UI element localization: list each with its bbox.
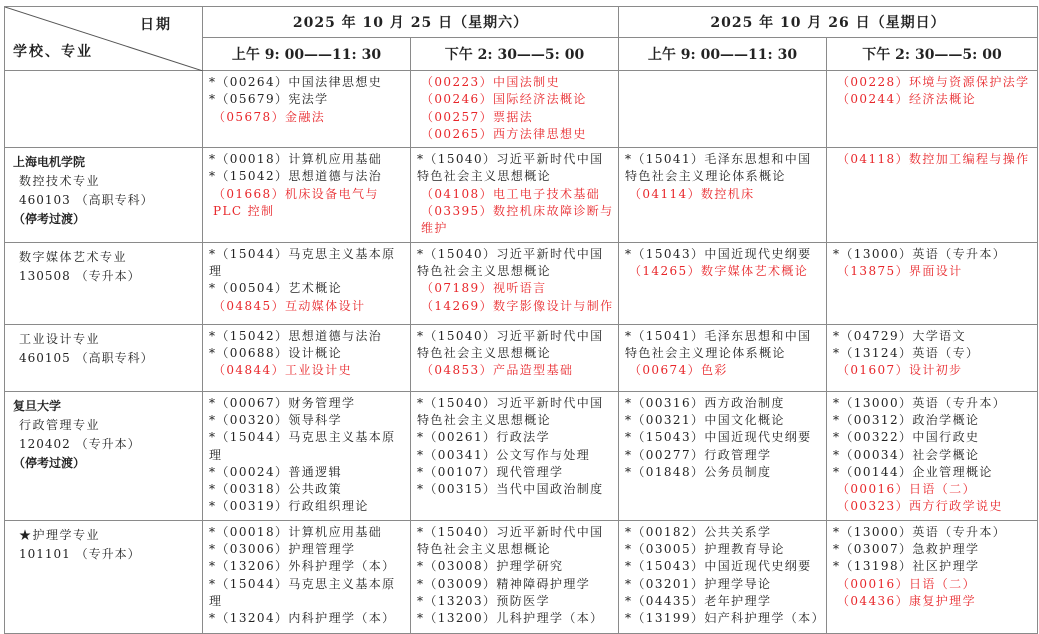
session-cell (411, 148, 619, 242)
session-cell (411, 71, 619, 148)
course-item-required: *（00261）行政法学 (417, 430, 550, 445)
course-item-elective: （04114）数控机床 (629, 186, 755, 201)
session-cell (203, 520, 411, 633)
program-cell (5, 391, 203, 520)
course-item-required: *（00018）计算机应用基础 (209, 524, 383, 539)
course-item-required: *（00318）公共政策 (209, 482, 342, 497)
course-item-required: *（15040）习近平新时代中国特色社会主义思想概论 (417, 246, 604, 278)
course-item-required: *（13204）内科护理学（本） (209, 611, 396, 626)
course-item-elective: （04118）数控加工编程与操作 (837, 152, 1030, 167)
table-row (5, 391, 1038, 520)
major-code: 460105 （高职专科） (19, 350, 154, 365)
major-name: 数字媒体艺术专业 (19, 249, 128, 264)
course-item-required: *（00107）现代管理学 (417, 464, 564, 479)
status-note: （停考过渡） (13, 455, 86, 470)
course-item-elective: （07189）视听语言 (421, 281, 547, 296)
course-item-required: *（00688）设计概论 (209, 345, 342, 360)
course-item-required: *（00018）计算机应用基础 (209, 152, 383, 167)
session-header-1-am: 上午 9: 00——11: 30 (203, 38, 411, 71)
course-item-required: *（13000）英语（专升本） (833, 524, 1007, 539)
program-cell (5, 520, 203, 633)
course-item-required: *（15041）毛泽东思想和中国特色社会主义理论体系概论 (625, 152, 812, 184)
school-name: 复旦大学 (13, 398, 62, 413)
table-row (5, 520, 1038, 633)
course-item-elective: （04845）互动媒体设计 (213, 298, 366, 313)
course-item-required: *（13000）英语（专升本） (833, 246, 1007, 261)
course-item-required: *（15044）马克思主义基本原理 (209, 576, 396, 608)
table-row (5, 242, 1038, 324)
course-item-required: *（00320）领导科学 (209, 412, 342, 427)
session-header-2-am: 上午 9: 00——11: 30 (619, 38, 827, 71)
session-cell (619, 391, 827, 520)
course-item-elective: （05678）金融法 (213, 109, 326, 124)
session-cell (411, 242, 619, 324)
course-item-required: *（00034）社会学概论 (833, 447, 980, 462)
table-row (5, 324, 1038, 391)
session-cell (619, 148, 827, 242)
session-cell (827, 148, 1038, 242)
session-cell (827, 391, 1038, 520)
course-item-elective: （00244）经济法概论 (837, 92, 976, 107)
course-item-required: *（15044）马克思主义基本原理 (209, 430, 396, 462)
course-item-elective: （04853）产品造型基础 (421, 363, 574, 378)
major-code: 460103 （高职专科） (19, 193, 154, 208)
session-cell (411, 324, 619, 391)
course-item-required: *（00312）政治学概论 (833, 412, 980, 427)
course-item-elective: （00257）票据法 (421, 109, 534, 124)
session-cell (411, 520, 619, 633)
course-item-required: *（15043）中国近现代史纲要 (625, 559, 812, 574)
course-item-required: *（05679）宪法学 (209, 92, 329, 107)
course-item-required: *（00322）中国行政史 (833, 430, 980, 445)
course-item-required: *（03201）护理学导论 (625, 576, 772, 591)
course-item-required: *（00319）行政组织理论 (209, 499, 369, 514)
course-item-required: *（15040）习近平新时代中国特色社会主义思想概论 (417, 524, 604, 557)
course-item-required: *（00144）企业管理概论 (833, 464, 993, 479)
course-item-elective: （00246）国际经济法概论 (421, 92, 587, 107)
course-item-required: *（13206）外科护理学（本） (209, 559, 396, 574)
course-item-required: *（00182）公共关系学 (625, 524, 772, 539)
course-item-required: *（00315）当代中国政治制度 (417, 482, 604, 497)
course-item-required: *（13200）儿科护理学（本） (417, 611, 604, 626)
course-item-elective: （04844）工业设计史 (213, 363, 352, 378)
major-code: 120402 （专升本） (19, 436, 141, 451)
course-item-elective: （01668）机床设备电气与 PLC 控制 (213, 186, 379, 219)
course-item-required: *（15042）思想道德与法治 (209, 169, 383, 184)
diagonal-divider (5, 7, 203, 71)
course-item-elective: （00223）中国法制史 (421, 75, 560, 89)
major-name: ★护理学专业 (19, 527, 101, 542)
session-cell (203, 148, 411, 242)
course-item-required: *（04435）老年护理学 (625, 593, 772, 608)
course-item-required: *（00024）普通逻辑 (209, 464, 342, 479)
major-code: 101101 （专升本） (19, 546, 141, 561)
corner-school-label: 学校、专业 (13, 44, 93, 60)
course-item-required: *（13124）英语（专） (833, 345, 980, 360)
course-item-required: *（03005）护理教育导论 (625, 542, 785, 557)
course-item-elective: （13875）界面设计 (837, 263, 963, 278)
major-name: 数控技术专业 (19, 174, 101, 189)
course-item-elective: （00674）色彩 (629, 363, 728, 378)
session-cell (619, 71, 827, 148)
course-item-required: *（03008）护理学研究 (417, 559, 564, 574)
course-item-elective: （00323）西方行政学说史 (837, 499, 1003, 514)
course-item-required: *（13198）社区护理学 (833, 559, 980, 574)
course-item-elective: （14265）数字媒体艺术概论 (629, 263, 809, 278)
course-item-required: *（00264）中国法律思想史 (209, 75, 383, 89)
course-item-required: *（00277）行政管理学 (625, 447, 772, 462)
course-item-elective: （14269）数字影像设计与制作 (421, 298, 614, 313)
course-item-required: *（15043）中国近现代史纲要 (625, 430, 812, 445)
program-cell (5, 71, 203, 148)
major-code: 130508 （专升本） (19, 268, 141, 283)
course-item-required: *（15040）习近平新时代中国特色社会主义思想概论 (417, 152, 604, 184)
session-cell (619, 324, 827, 391)
course-item-required: *（13000）英语（专升本） (833, 395, 1007, 410)
date-header-2: 2025 年 10 月 26 日（星期日） (619, 7, 1038, 38)
course-item-elective: （00265）西方法律思想史 (421, 126, 587, 141)
exam-schedule-table (4, 6, 1038, 634)
course-item-required: *（13203）预防医学 (417, 593, 550, 608)
table-row (5, 148, 1038, 242)
course-item-required: *（15043）中国近现代史纲要 (625, 246, 812, 261)
session-cell (827, 520, 1038, 633)
course-item-required: *（01848）公务员制度 (625, 464, 772, 479)
course-item-required: *（00316）西方政治制度 (625, 395, 785, 410)
session-cell (411, 391, 619, 520)
school-name: 上海电机学院 (13, 155, 86, 170)
date-header-1: 2025 年 10 月 25 日（星期六） (203, 7, 619, 38)
major-name: 工业设计专业 (19, 331, 101, 346)
session-cell (619, 242, 827, 324)
course-item-required: *（15040）习近平新时代中国特色社会主义思想概论 (417, 395, 604, 427)
course-item-required: *（15041）毛泽东思想和中国特色社会主义理论体系概论 (625, 328, 812, 360)
course-item-required: *（15044）马克思主义基本原理 (209, 246, 396, 278)
major-name: 行政管理专业 (19, 417, 101, 432)
course-item-required: *（03006）护理管理学 (209, 542, 356, 557)
status-note: （停考过渡） (13, 212, 86, 227)
session-cell (203, 71, 411, 148)
course-item-required: *（00504）艺术概论 (209, 281, 342, 296)
course-item-elective: （00016）日语（二） (837, 576, 976, 591)
session-cell (619, 520, 827, 633)
corner-header (5, 7, 203, 71)
course-item-elective: （03395）数控机床故障诊断与维护 (421, 204, 614, 236)
session-cell (827, 324, 1038, 391)
table-row (5, 71, 1038, 148)
course-item-elective: （04108）电工电子技术基础 (421, 186, 601, 201)
course-item-required: *（15040）习近平新时代中国特色社会主义思想概论 (417, 328, 604, 360)
corner-date-label: 日期 (140, 17, 172, 33)
session-cell (203, 324, 411, 391)
course-item-required: *（03007）急救护理学 (833, 542, 980, 557)
course-item-elective: （00228）环境与资源保护法学 (837, 75, 1030, 89)
course-item-required: *（00341）公文写作与处理 (417, 447, 591, 462)
course-item-elective: （01607）设计初步 (837, 363, 963, 378)
course-item-required: *（13199）妇产科护理学（本） (625, 611, 825, 626)
program-cell (5, 324, 203, 391)
course-item-elective: （00016）日语（二） (837, 482, 976, 497)
course-item-required: *（03009）精神障碍护理学 (417, 576, 591, 591)
course-item-required: *（00321）中国文化概论 (625, 412, 785, 427)
session-cell (203, 391, 411, 520)
session-cell (827, 242, 1038, 324)
session-header-1-pm: 下午 2: 30——5: 00 (411, 38, 619, 71)
course-item-elective: （04436）康复护理学 (837, 593, 976, 608)
program-cell (5, 242, 203, 324)
program-cell (5, 148, 203, 242)
session-cell (203, 242, 411, 324)
course-item-required: *（04729）大学语文 (833, 328, 966, 343)
session-cell (827, 71, 1038, 148)
course-item-required: *（15042）思想道德与法治 (209, 328, 383, 343)
session-header-2-pm: 下午 2: 30——5: 00 (827, 38, 1038, 71)
course-item-required: *（00067）财务管理学 (209, 395, 356, 410)
